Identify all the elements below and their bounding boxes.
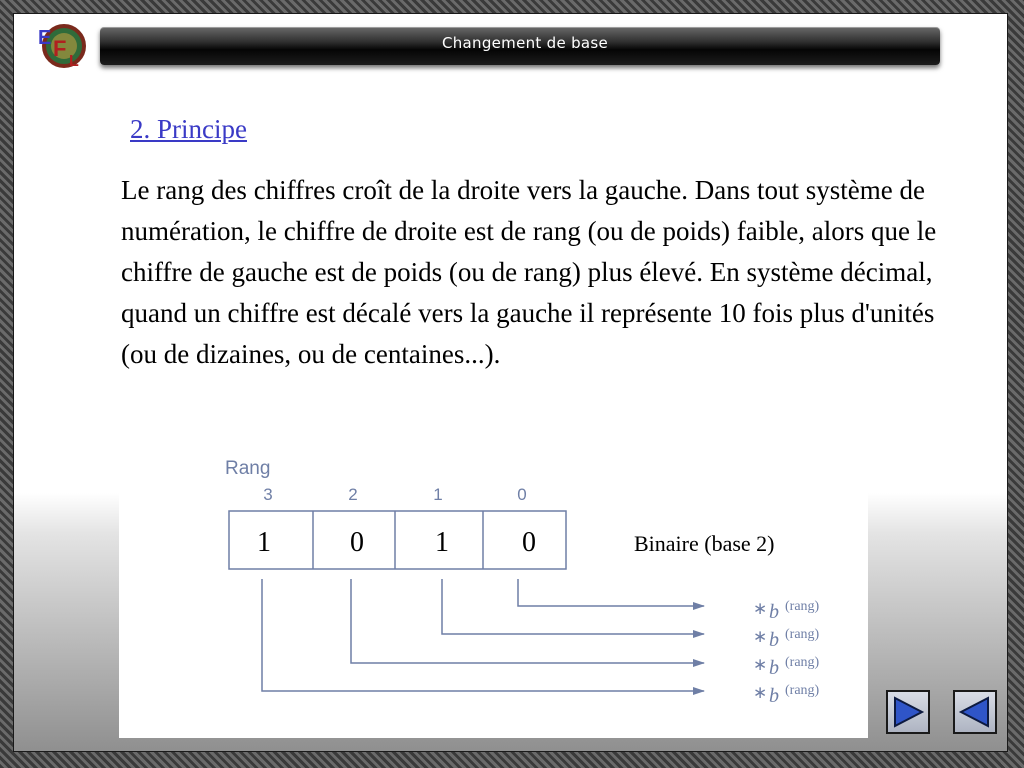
play-left-icon xyxy=(955,692,995,732)
svg-text:E: E xyxy=(38,27,52,49)
rank-label: 0 xyxy=(517,485,527,504)
previous-slide-button[interactable] xyxy=(953,690,997,734)
digit-register xyxy=(229,511,566,569)
weight-arrows xyxy=(262,579,704,691)
svg-text:(rang): (rang) xyxy=(785,599,820,614)
svg-text:∗: ∗ xyxy=(753,655,768,674)
svg-text:(rang): (rang) xyxy=(785,655,820,670)
weight-formula xyxy=(753,627,820,651)
svg-text:(rang): (rang) xyxy=(785,683,820,698)
title-bar xyxy=(100,27,940,65)
page-title: Changement de base xyxy=(441,34,609,52)
svg-text:b: b xyxy=(769,629,779,651)
rank-label: 1 xyxy=(433,485,443,504)
rank-label: 3 xyxy=(263,485,273,504)
rank-title: Rang xyxy=(225,458,271,479)
digit-cell: 0 xyxy=(522,527,536,558)
digit-cell: 1 xyxy=(435,527,449,558)
section-heading-link[interactable]: 2. Principe xyxy=(130,114,247,144)
digit-cell: 0 xyxy=(350,527,364,558)
svg-text:b: b xyxy=(769,657,779,679)
svg-text:b: b xyxy=(769,685,779,707)
rank-label: 2 xyxy=(348,485,358,504)
svg-text:b: b xyxy=(769,601,779,623)
svg-text:∗: ∗ xyxy=(753,683,768,702)
base-label: Binaire (base 2) xyxy=(634,531,775,556)
next-slide-button[interactable] xyxy=(886,690,930,734)
efl-logo-icon xyxy=(36,20,88,72)
svg-text:∗: ∗ xyxy=(753,599,768,618)
rank-diagram xyxy=(195,452,855,712)
svg-text:(rang): (rang) xyxy=(785,627,820,642)
svg-text:∗: ∗ xyxy=(753,627,768,646)
weight-formula xyxy=(753,655,820,679)
svg-text:F: F xyxy=(53,36,67,61)
weight-formula xyxy=(753,599,820,623)
digit-cell: 1 xyxy=(257,527,271,558)
svg-text:L: L xyxy=(69,53,79,70)
play-right-icon xyxy=(888,692,928,732)
principle-paragraph: Le rang des chiffres croît de la droite vers la gauche. Dans tout système de numération, le chiffre de droite est de rang (ou de poids) faible, alors que le chiffre de gauche est de poids (ou de rang) plus élevé. En système décimal, quand un chiffre est décalé vers la gauche il représente 10 fois plus d'unités (ou de dizaines, ou de centaines...). xyxy=(121,175,937,369)
weight-formula xyxy=(753,683,820,707)
